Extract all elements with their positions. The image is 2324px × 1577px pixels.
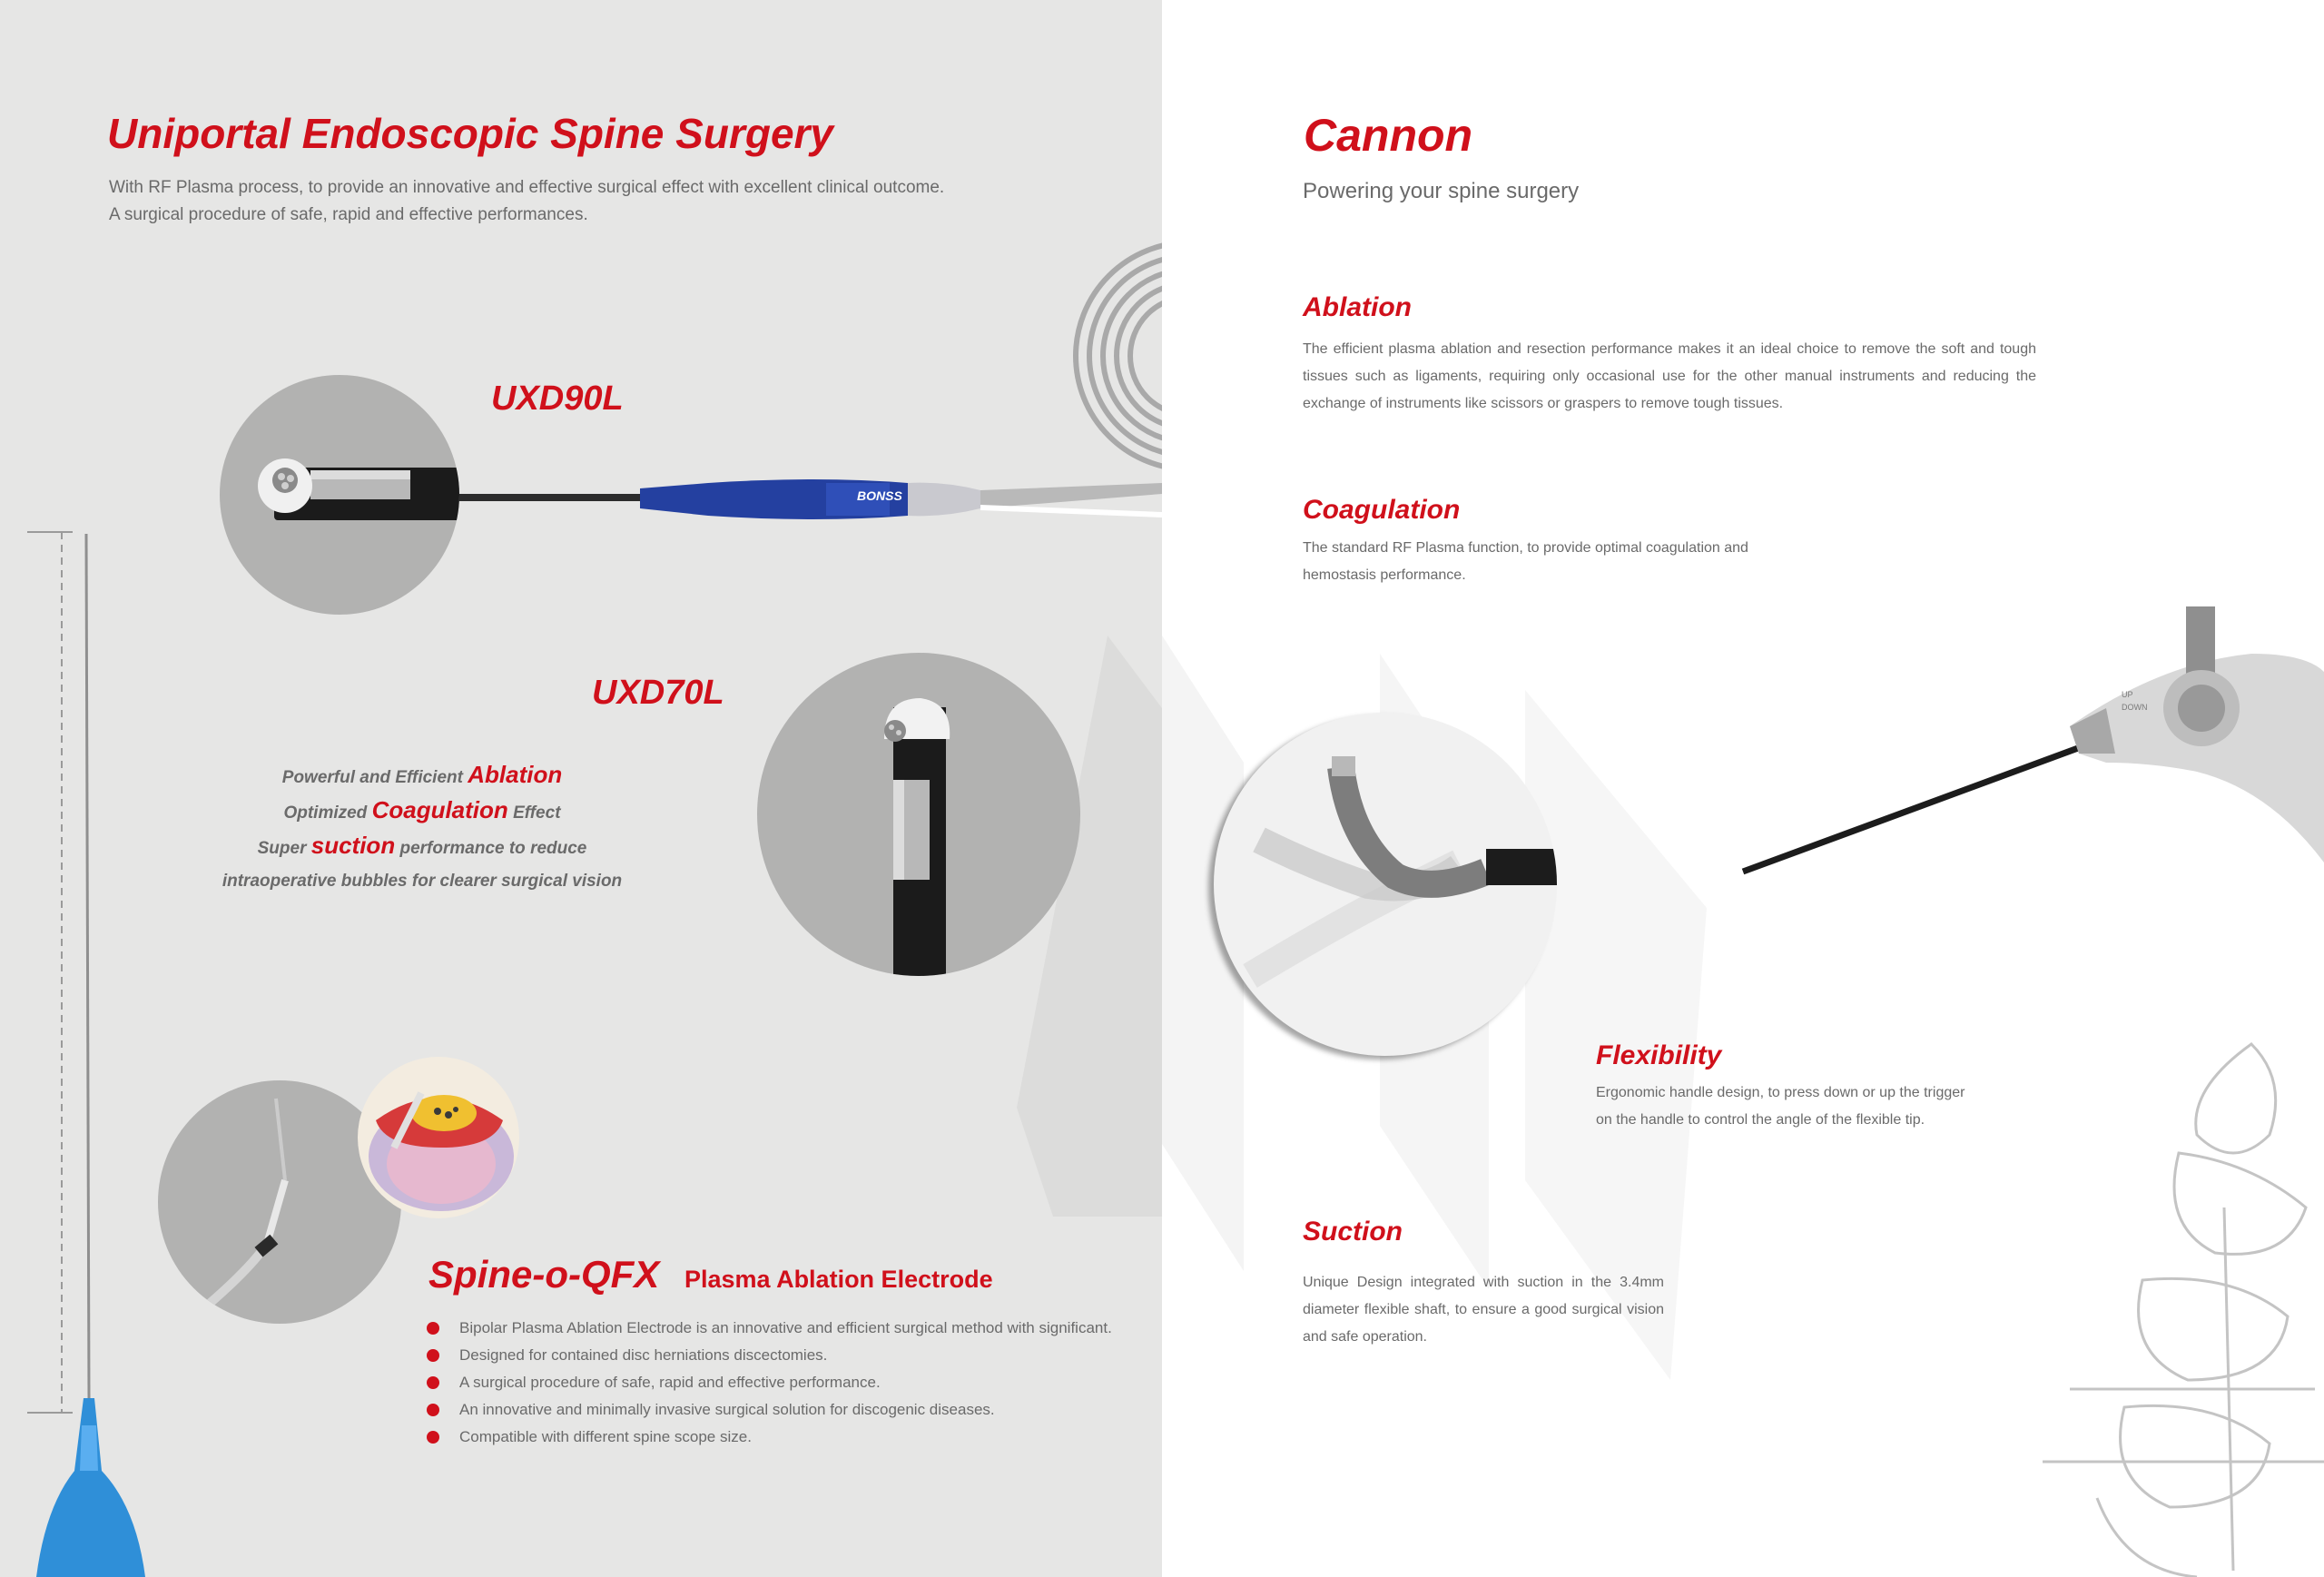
uxd70l-features [163,0,681,908]
flexible-tip-circle [1214,713,1557,1056]
list-item [427,1424,1112,1451]
ablation-text: The efficient plasma ablation and resection performance makes it an ideal choice to remove the soft and tough tissues such as ligaments, requiring only occasional use for the other manual instruments and reducing the exchange of instruments like scissors or graspers to remove tough tissues. [1303,341,2036,411]
product-subtitle: Powering your spine surgery [1303,179,1580,203]
uxd90l-label: UXD90L [491,379,624,418]
list-item [427,1396,1112,1424]
feature-vision: intraoperative bubbles for clearer surgical vision [222,872,623,891]
feature-text: Effect [507,803,561,823]
feature-suction [163,832,681,860]
bullet-dot [427,1431,439,1444]
spine-anatomy-circle [358,1057,519,1218]
flexibility-text-line-1: Ergonomic handle design, to press down or up the trigger [1596,1085,1965,1100]
bullet-text: A surgical procedure of safe, rapid and effective performance. [459,1374,881,1391]
bullet-dot [427,1376,439,1389]
handle-down-label: DOWN [2122,703,2148,712]
uxd70l-tip-image [757,653,1080,976]
handle-up-label: UP [2122,690,2133,699]
list-item [427,1342,1112,1369]
spine-qfx-subtitle: Plasma Ablation Electrode [684,1266,993,1293]
feature-text: Optimized [283,803,372,823]
bullet-text: Compatible with different spine scope size. [459,1428,752,1445]
list-item [427,1315,1112,1342]
needle-electrode-image [18,527,182,1577]
coagulation-heading: Coagulation [1303,495,1461,525]
bullet-dot [427,1322,439,1335]
bullet-dot [427,1404,439,1416]
ablation-heading: Ablation [1303,292,1412,322]
bullet-text: An innovative and minimally invasive surgical solution for discogenic diseases. [459,1401,995,1418]
bullet-text: Designed for contained disc herniations discectomies. [459,1346,828,1364]
right-page [1162,0,2324,1577]
spine-qfx-title: Spine-o-QFX [428,1253,660,1296]
feature-coagulation [163,796,681,824]
feature-highlight: Coagulation [371,796,508,823]
bullet-text: Bipolar Plasma Ablation Electrode is an innovative and efficient surgical method with significant. [459,1319,1112,1336]
coagulation-text-line-1: The standard RF Plasma function, to provide optimal coagulation and [1303,540,1748,556]
flexibility-heading: Flexibility [1596,1040,1722,1070]
flexible-tip-image [1214,713,1557,1056]
list-item [427,1369,1112,1396]
feature-text: Super [257,839,311,858]
spine-qfx-bullet-list [427,1315,1112,1451]
bullet-dot [427,1349,439,1362]
suction-heading: Suction [1303,1217,1403,1247]
feature-ablation [163,761,681,789]
page-title: Uniportal Endoscopic Spine Surgery [107,110,834,157]
suction-text: Unique Design integrated with suction in the 3.4mm diameter flexible shaft, to ensure a good surgical vision and safe operation. [1303,1275,1664,1345]
coagulation-text-line-2: hemostasis performance. [1303,567,1466,583]
product-title: Cannon [1304,110,1473,161]
uxd70l-label: UXD70L [592,674,724,712]
spine-skeleton-illustration [2015,1026,2324,1577]
intro-line-1: With RF Plasma process, to provide an innovative and effective surgical effect with excellent clinical outcome. [109,178,945,197]
feature-highlight: suction [310,832,396,859]
feature-highlight: Ablation [468,761,563,788]
disc-anatomy-image [358,1057,519,1218]
intro-line-2: A surgical procedure of safe, rapid and effective performances. [109,205,588,224]
flexibility-text-line-2: on the handle to control the angle of the flexible tip. [1596,1112,1925,1128]
cannon-device-image [1525,599,2324,908]
feature-text: Powerful and Efficient [281,768,468,787]
coiled-cable-image [1062,238,1162,483]
handle-brand: BONSS [857,488,902,503]
feature-text: performance to reduce [395,839,587,858]
uxd70l-tip-circle [757,653,1080,976]
